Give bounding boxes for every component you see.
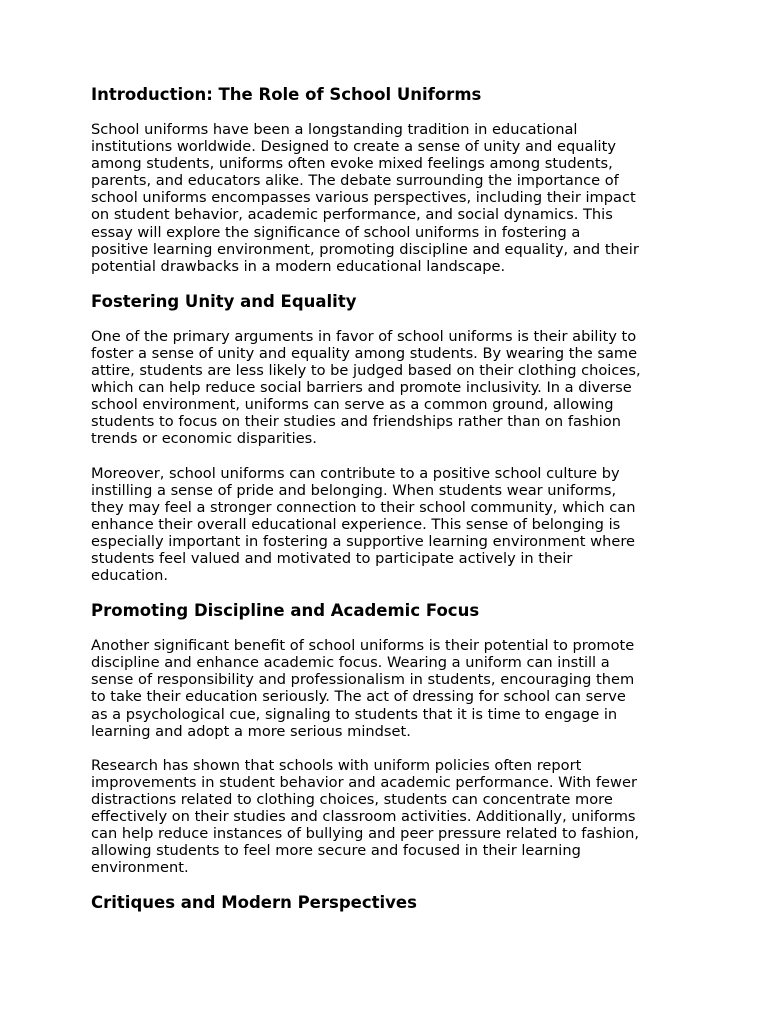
section-heading-introduction: Introduction: The Role of School Uniforms (91, 85, 482, 104)
paragraph-unity-1: One of the primary arguments in favor of school uniforms is their ability to foster a sense of unity and equality among students. By wearing the same attire, students are less likely to be judged based on their clothing choices, which can help reduce social barriers and promote inclusivity. In a diverse school environment, uniforms can serve as a common ground, allowing students to focus on their studies and friendships rather than on fashion trends or economic disparities. (91, 327, 641, 448)
paragraph-unity-2: Moreover, school uniforms can contribute to a positive school culture by instilling a sense of pride and belonging. When students wear uniforms, they may feel a stronger connection to their school community, which can enhance their overall educational experience. This sense of belonging is especially important in fostering a supportive learning environment where students feel valued and motivated to participate actively in their education. (91, 464, 636, 585)
paragraph-introduction: School uniforms have been a longstanding tradition in educational institutions worldwide. Designed to create a sense of unity and equality among students, uniforms often evoke mixed feelings among students, parents, and educators alike. The debate surrounding the importance of school uniforms encompasses various perspectives, including their impact on student behavior, academic performance, and social dynamics. This essay will explore the significance of school uniforms in fostering a positive learning environment, promoting discipline and equality, and their potential drawbacks in a modern educational landscape. (91, 121, 639, 275)
paragraph-discipline-1: Another significant benefit of school uniforms is their potential to promote discipline and enhance academic focus. Wearing a uniform can instill a sense of responsibility and professionalism in students, encouraging them to take their education seriously. The act of dressing for school can serve as a psychological cue, signaling to students that it is time to engage in learning and adopt a more serious mindset. (91, 637, 635, 740)
section-heading-unity-equality: Fostering Unity and Equality (91, 291, 357, 311)
section-heading-critiques: Critiques and Modern Perspectives (91, 893, 417, 913)
paragraph-discipline-2: Research has shown that schools with uniform policies often report improvements in student behavior and academic performance. With fewer distractions related to clothing choices, students can concentrate more effectively on their studies and classroom activities. Additionally, uniforms can help reduce instances of bullying and peer pressure related to fashion, allowing students to feel more secure and focused in their learning environment. (91, 756, 640, 877)
document-page (91, 84, 691, 914)
section-heading-discipline-focus: Promoting Discipline and Academic Focus (91, 601, 480, 621)
